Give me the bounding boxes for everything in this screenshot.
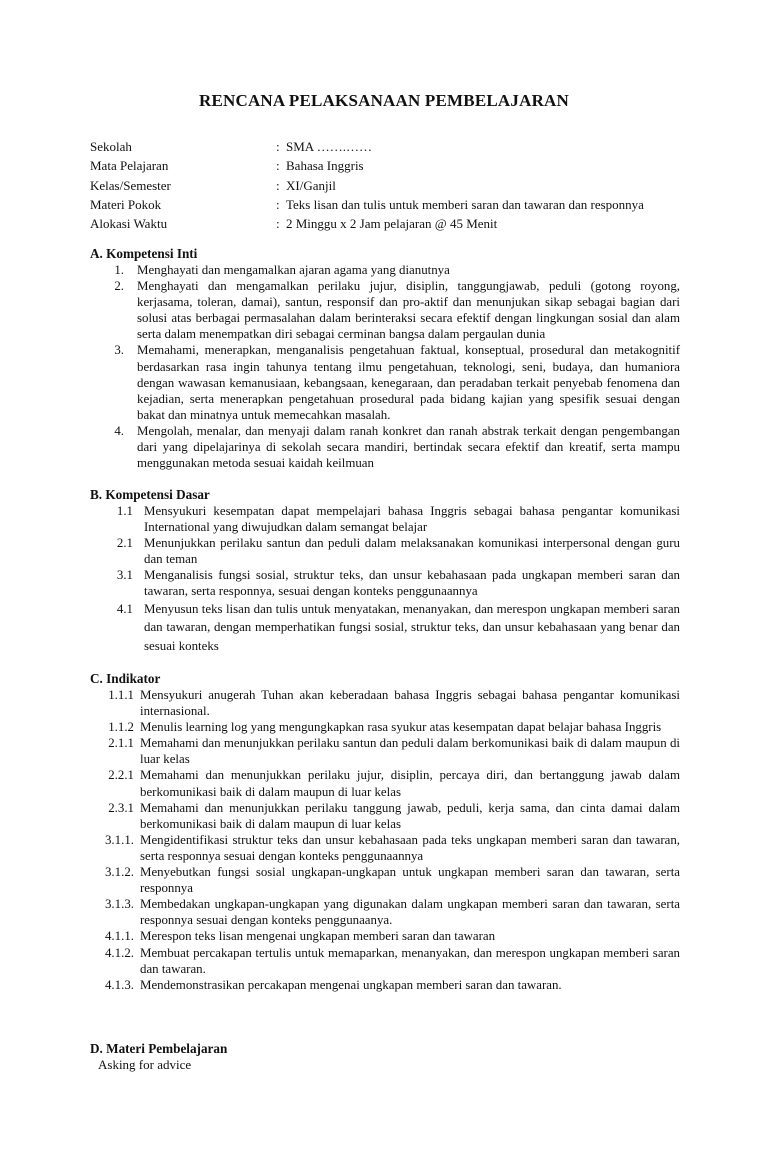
list-item	[90, 535, 680, 567]
item-text: Mengidentifikasi struktur teks dan unsur kebahasaan pada teks ungkapan memberi saran dan tawaran, serta responnya sesuai dengan konteks penggunaannya	[140, 832, 680, 863]
section-heading: C. Indikator	[90, 671, 161, 686]
item-text: Memahami dan menunjukkan perilaku santun dan peduli dalam berkomunikasi baik di dalam maupun di luar kelas	[140, 736, 680, 767]
meta-label: Kelas/Semester	[90, 177, 171, 193]
item-text: Mensyukuri kesempatan dapat mempelajari bahasa Inggris sebagai bahasa pengantar komunikasi International yang diwujudkan dalam semangat belajar	[144, 504, 680, 535]
item-number: 1.1.1	[108, 688, 134, 702]
section-heading: D. Materi Pembelajaran	[90, 1041, 228, 1056]
meta-colon: :	[276, 216, 280, 232]
item-text: Menghayati dan mengamalkan perilaku jujur, disiplin, tanggungjawab, peduli (gotong royong, kerjasama, toleran, damai), santun, responsif dan pro-aktif dan menunjukan sikap sebagai bagian dari solusi atas berbagai permasalahan dalam berinteraksi secara efektif dengan lingkungan sosial dan alam serta dalam menempatkan diri sebagai cerminan bangsa dalam pergaulan dunia	[137, 279, 680, 342]
item-text: Membedakan ungkapan-ungkapan yang digunakan dalam ungkapan memberi saran dan tawaran, serta responnya sesuai dengan konteks penggunaanya.	[140, 897, 680, 928]
item-number: 3.1.1.	[104, 832, 134, 847]
meta-value: SMA …….……	[286, 139, 372, 154]
section-kompetensi-inti	[90, 246, 680, 471]
item-number: 1.1	[116, 504, 133, 518]
section-materi-pembelajaran	[90, 1041, 680, 1073]
item-number: 2.1.1	[108, 736, 134, 751]
item-number: 2.2.1	[108, 768, 134, 783]
list-item	[90, 719, 680, 735]
item-text: Mendemonstrasikan percakapan mengenai ungkapan memberi saran dan tawaran.	[140, 977, 562, 992]
item-number: 1.	[114, 263, 124, 277]
list-item	[90, 423, 680, 471]
meta-label: Sekolah	[90, 139, 132, 154]
list-item	[90, 896, 680, 928]
item-number: 4.1.3.	[104, 977, 134, 992]
item-text: Membuat percakapan tertulis untuk memaparkan, menanyakan, dan merespon ungkapan memberi saran dan tawaran.	[140, 945, 680, 976]
list-item	[90, 945, 680, 977]
meta-label: Alokasi Waktu	[90, 216, 168, 232]
item-text: Memahami dan menunjukkan perilaku jujur, disiplin, percaya diri, dan bertanggung jawab dalam berkomunikasi baik di dalam maupun di luar kelas	[140, 768, 680, 799]
meta-row-mata-pelajaran	[90, 156, 690, 175]
item-number: 4.1	[116, 601, 133, 616]
list-item	[90, 735, 680, 767]
list-item	[90, 567, 680, 599]
meta-colon: :	[276, 139, 280, 154]
item-text: Menulis learning log yang mengungkapkan rasa syukur atas kesempatan dapat belajar bahasa Inggris	[140, 720, 662, 735]
list-item	[90, 977, 680, 993]
item-text: Menghayati dan mengamalkan ajaran agama yang dianutnya	[137, 263, 450, 277]
meta-row-materi-pokok	[90, 195, 690, 214]
section-kompetensi-dasar	[90, 487, 680, 655]
item-number: 1.1.2	[108, 720, 134, 735]
item-text: Mengolah, menalar, dan menyaji dalam ranah konkret dan ranah abstrak terkait dengan pengembangan dari yang dipelajarinya di sekolah secara mandiri, bertindak secara efektif dan kreatif, serta mampu menggunakan metoda sesuai kaidah keilmuan	[137, 423, 680, 471]
item-text: Merespon teks lisan mengenai ungkapan memberi saran dan tawaran	[140, 929, 496, 944]
meta-row-kelas-semester	[90, 176, 690, 195]
meta-row-alokasi-waktu	[90, 214, 690, 233]
list-item	[90, 687, 680, 719]
item-number: 2.3.1	[108, 800, 134, 815]
list-item	[90, 600, 680, 656]
meta-colon: :	[276, 177, 280, 193]
meta-value: XI/Ganjil	[286, 177, 336, 193]
item-text: Memahami, menerapkan, menganalisis pengetahuan faktual, konseptual, prosedural dan metakognitif berdasarkan rasa ingin tahunya tentang ilmu pengetahuan, teknologi, seni, budaya, dan humaniora dengan wawasan kemanusiaan, kebangsaan, kenegaraan, dan peradaban terkait penyebab fenomena dan kejadian, serta menerapkan pengetahuan prosedural pada bidang kajian yang spesifik sesuai dengan bakat dan minatnya untuk memecahkan masalah.	[137, 343, 680, 422]
item-number: 3.1.2.	[104, 865, 134, 880]
section-heading: A. Kompetensi Inti	[90, 246, 198, 261]
item-number: 3.1.3.	[104, 897, 134, 912]
list-item	[90, 864, 680, 896]
document-title: RENCANA PELAKSANAAN PEMBELAJARAN	[198, 91, 570, 110]
meta-label: Materi Pokok	[90, 196, 162, 212]
list-item	[90, 342, 680, 422]
item-number: 4.	[114, 423, 124, 438]
item-text: Memahami dan menunjukkan perilaku tanggung jawab, peduli, kerja sama, dan cinta damai dalam berkomunikasi baik di dalam maupun di luar kelas	[140, 800, 680, 831]
list-item	[90, 278, 680, 342]
section-heading: B. Kompetensi Dasar	[90, 487, 210, 502]
item-text: Menganalisis fungsi sosial, struktur teks, dan unsur kebahasaan pada ungkapan memberi saran dan tawaran, serta responnya, sesuai dengan konteks penggunaannya	[144, 568, 680, 599]
list-item	[90, 928, 680, 944]
meta-label: Mata Pelajaran	[90, 158, 169, 174]
item-number: 2.	[114, 279, 124, 294]
subheading-asking-for-advice: Asking for advice	[98, 1057, 192, 1072]
meta-colon: :	[276, 196, 280, 212]
meta-value: 2 Minggu x 2 Jam pelajaran @ 45 Menit	[286, 216, 498, 232]
section-indikator	[90, 671, 680, 993]
item-text: Menunjukkan perilaku santun dan peduli dalam melaksanakan komunikasi interpersonal dengan guru dan teman	[144, 536, 680, 567]
list-item	[90, 262, 680, 278]
item-number: 4.1.2.	[104, 945, 134, 960]
item-number: 3.	[114, 343, 124, 358]
list-item	[90, 767, 680, 799]
meta-value: Bahasa Inggris	[286, 158, 364, 174]
item-number: 2.1	[116, 536, 133, 551]
item-number: 3.1	[116, 568, 133, 583]
meta-colon: :	[276, 158, 280, 174]
item-text: Menyebutkan fungsi sosial ungkapan-ungkapan untuk ungkapan memberi saran dan tawaran, serta responnya	[140, 865, 680, 896]
meta-row-sekolah	[90, 137, 690, 156]
list-item	[90, 800, 680, 832]
item-number: 4.1.1.	[104, 929, 134, 944]
list-item	[90, 503, 680, 535]
identity-table	[90, 137, 690, 233]
meta-value: Teks lisan dan tulis untuk memberi saran dan tawaran dan responnya	[286, 196, 644, 212]
list-item	[90, 832, 680, 864]
item-text: Menyusun teks lisan dan tulis untuk menyatakan, menanyakan, dan merespon ungkapan memberi saran dan tawaran, dengan memperhatikan fungsi sosial, struktur teks, dan unsur kebahasaan yang benar dan sesuai konteks	[144, 601, 680, 653]
item-text: Mensyukuri anugerah Tuhan akan keberadaan bahasa Inggris sebagai bahasa pengantar komunikasi internasional.	[140, 688, 680, 719]
